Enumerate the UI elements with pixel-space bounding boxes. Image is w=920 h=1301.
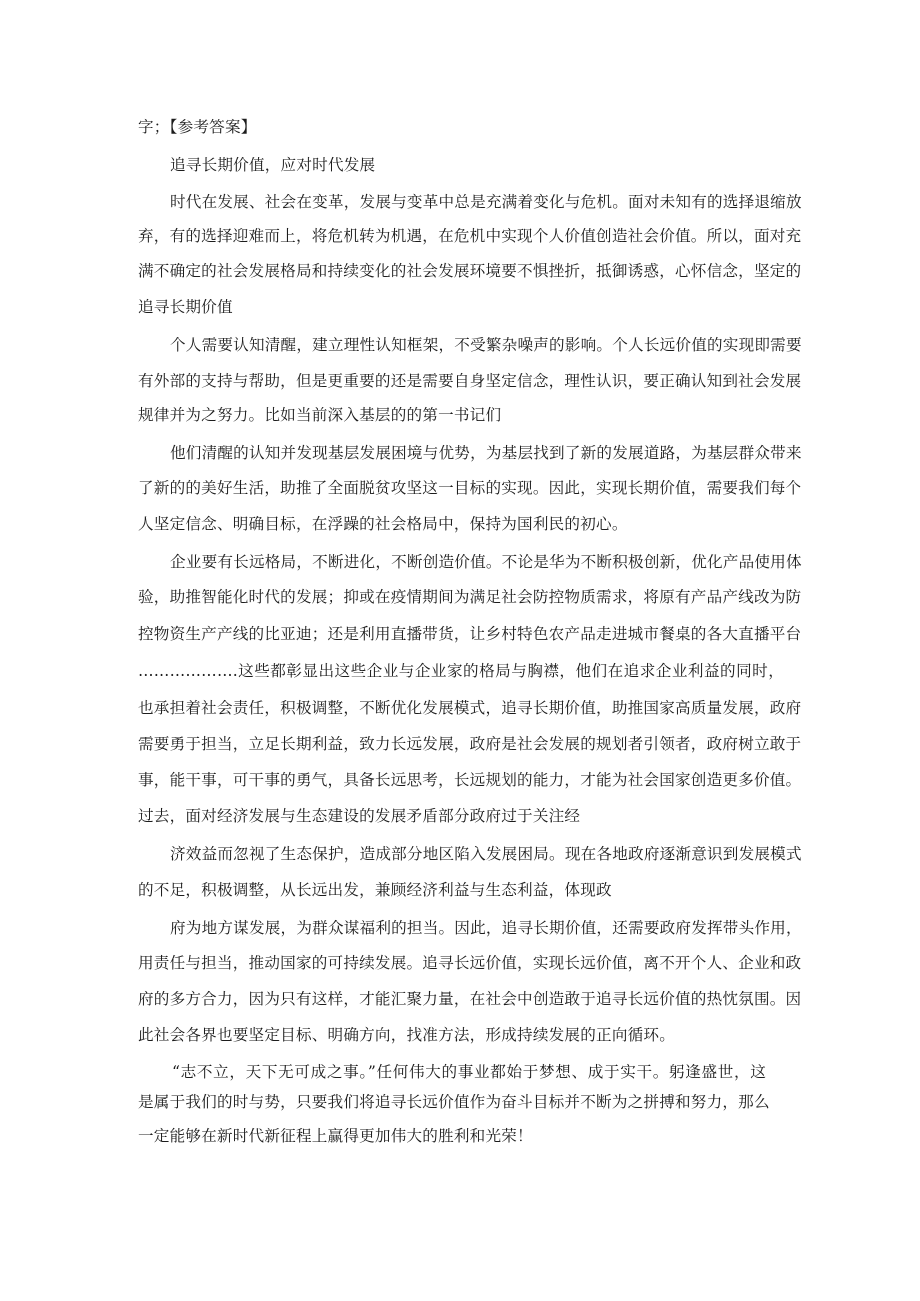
paragraph-line: 弃，有的选择迎难而上，将危机转为机遇，在危机中实现个人价值创造社会价值。所以，面对充 bbox=[138, 227, 802, 245]
paragraph-line: 是属于我们的时与势，只要我们将追寻长远价值作为奋斗目标并不断为之拼搏和努力，那么 bbox=[138, 1093, 770, 1111]
answer-heading: 字；【参考答案】 bbox=[138, 118, 257, 136]
paragraph-line: 府为地方谋发展，为群众谋福利的担当。因此，追寻长期价值，还需要政府发挥带头作用， bbox=[170, 919, 802, 937]
paragraph-line: 追寻长期价值 bbox=[138, 298, 233, 316]
paragraph-line: 一定能够在新时代新征程上赢得更加伟大的胜利和光荣！ bbox=[138, 1127, 533, 1145]
paragraph-line: 府的多方合力，因为只有这样，才能汇聚力量，在社会中创造敢于追寻长远价值的热忱氛围。因 bbox=[138, 990, 802, 1008]
paragraph-line: 规律并为之努力。比如当前深入基层的的第一书记们 bbox=[138, 406, 502, 424]
essay-title: 追寻长期价值，应对时代发展 bbox=[170, 156, 376, 174]
paragraph-line: 济效益而忽视了生态保护，造成部分地区陷入发展困局。现在各地政府逐渐意识到发展模式 bbox=[170, 845, 802, 863]
paragraph-line: 事，能干事，可干事的勇气，具备长远思考，长远规划的能力，才能为社会国家创造更多价值。 bbox=[138, 771, 802, 789]
paragraph-line: 也承担着社会责任，积极调整，不断优化发展模式，追寻长期价值，助推国家高质量发展，政府 bbox=[138, 699, 802, 717]
paragraph-line: 时代在发展、社会在变革，发展与变革中总是充满着变化与危机。面对未知有的选择退缩放 bbox=[170, 193, 802, 211]
paragraph-line: 有外部的支持与帮助，但是更重要的还是需要自身坚定信念，理性认识，要正确认知到社会发展 bbox=[138, 372, 802, 390]
paragraph-line: 他们清醒的认知并发现基层发展困境与优势，为基层找到了新的发展道路，为基层群众带来 bbox=[170, 444, 802, 462]
paragraph-line: 需要勇于担当，立足长期利益，致力长远发展，政府是社会发展的规划者引领者，政府树立敢于 bbox=[138, 735, 802, 753]
paragraph-line: 此社会各界也要坚定目标、明确方向，找准方法，形成持续发展的正向循环。 bbox=[138, 1026, 675, 1044]
paragraph-line: 控物资生产产线的比亚迪；还是利用直播带货，让乡村特色农产品走进城市餐桌的各大直播平台 bbox=[138, 625, 802, 643]
paragraph-line: 了新的的美好生活，助推了全面脱贫攻坚这一目标的实现。因此，实现长期价值，需要我们每个 bbox=[138, 479, 802, 497]
paragraph-line: ……………….这些都彰显出这些企业与企业家的格局与胸襟，他们在追求企业利益的同时， bbox=[138, 662, 784, 680]
paragraph-line: 的不足，积极调整，从长远出发，兼顾经济利益与生态利益，体现政 bbox=[138, 881, 612, 899]
paragraph-line: 满不确定的社会发展格局和持续变化的社会发展环境要不惧挫折，抵御诱惑，心怀信念，坚定的 bbox=[138, 262, 802, 280]
paragraph-line: 个人需要认知清醒，建立理性认知框架，不受繁杂噪声的影响。个人长远价值的实现即需要 bbox=[170, 336, 802, 354]
paragraph-line: 企业要有长远格局，不断进化，不断创造价值。不论是华为不断积极创新，优化产品使用体 bbox=[170, 553, 802, 571]
paragraph-line: 验，助推智能化时代的发展；抑或在疫情期间为满足社会防控物质需求，将原有产品产线改为防 bbox=[138, 588, 802, 606]
paragraph-line: 人坚定信念、明确目标，在浮躁的社会格局中，保持为国利民的初心。 bbox=[138, 515, 628, 533]
paragraph-line: “志不立，天下无可成之事。”任何伟大的事业都始于梦想、成于实干。躬逢盛世，这 bbox=[172, 1063, 766, 1081]
paragraph-line: 过去，面对经济发展与生态建设的发展矛盾部分政府过于关注经 bbox=[138, 807, 581, 825]
paragraph-line: 用责任与担当，推动国家的可持续发展。追寻长远价值，实现长远价值，离不开个人、企业和政 bbox=[138, 954, 802, 972]
